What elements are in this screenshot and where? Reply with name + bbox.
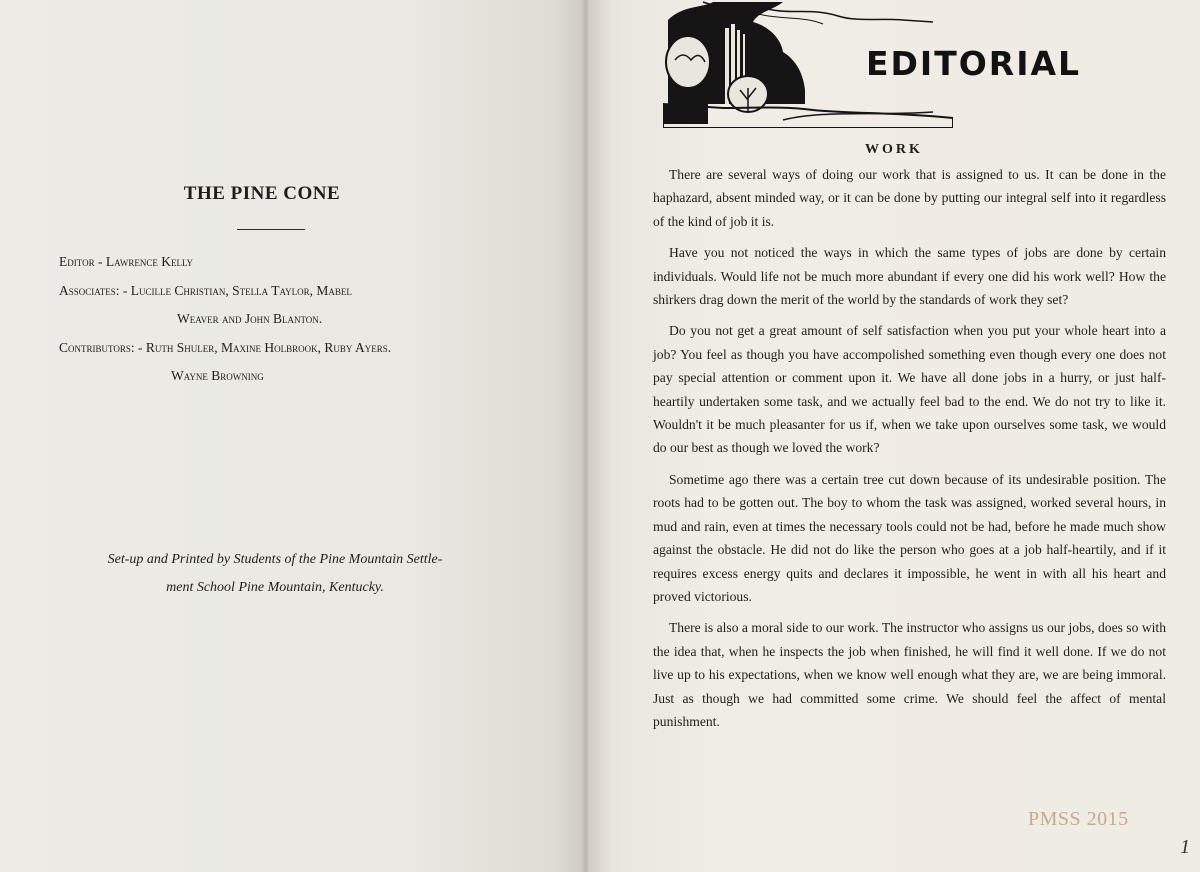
staff-credits: [59, 248, 529, 391]
editorial-heading: EDITORIAL: [866, 44, 1082, 83]
title-rule: [237, 229, 305, 230]
archive-stamp: PMSS 2015: [1028, 808, 1129, 830]
imprint-line-1: Set-up and Printed by Students of the Pine Mountain Settle-: [107, 552, 443, 567]
imprint-line-2: ment School Pine Mountain, Kentucky.: [166, 580, 384, 595]
right-page: [588, 0, 1200, 872]
printer-imprint: [60, 546, 490, 602]
paragraph: There are several ways of doing our work that is assigned to us. It can be done in the haphazard, absent minded way, or it can be done by putting our integral self into it regardless of the kind of job it is.: [653, 167, 1166, 229]
page-number: 1: [1180, 836, 1190, 858]
article-title: WORK: [865, 142, 923, 157]
article-body: [653, 163, 1166, 741]
paragraph: Have you not noticed the ways in which the same types of jobs are done by certain individuals. Would life not be much more abundant if every one did his work well? How the shirkers drag down the merit of the world by the standards of work they set?: [653, 245, 1166, 308]
contributors-credit-line-2: Wayne Browning: [171, 368, 264, 383]
paragraph: There is also a moral side to our work. The instructor who assigns us our jobs, does so with the idea that, when he inspects the job when finished, he will find it well done. If we do not live up to his expectations, when we know well enough what they are, we are being immoral. Just as though we had committed some crime. We should feel the affect of mental punishment.: [653, 620, 1166, 729]
paragraph: Sometime ago there was a certain tree cut down because of its undesirable position. The roots had to be gotten out. The boy to whom the task was assigned, worked several hours, in mud and rain, even at times the necessary tools could not be had, before he made much show against the obstacle. He did not do like the person who goes at a job half-heartily, and if it requires excess energy quits and declares it impossible, he went in with all his heart and proved victorious.: [653, 471, 1166, 604]
paragraph: Do you not get a great amount of self satisfaction when you put your whole heart into a job? You feel as though you have accompolished something even though every one does not pay special attention or comment upon it. We have all done jobs in a hurry, or just half-heartily undertaken some task, and we actually feel bad to the end. We do not try to like it. Wouldn't it be much pleasanter for us if, when we take upon ourselves some task, we would do our best as though we loved the work?: [653, 323, 1166, 456]
contributors-credit-line-1: Contributors: - Ruth Shuler, Maxine Holbrook, Ruby Ayers.: [59, 339, 392, 355]
editor-credit: Editor - Lawrence Kelly: [59, 254, 194, 269]
left-page: [0, 0, 584, 872]
associates-credit-line-1: Associates: - Lucille Christian, Stella Taylor, Mabel: [59, 282, 352, 298]
associates-credit-line-2: Weaver and John Blanton.: [177, 311, 323, 326]
magazine-title: THE PINE CONE: [183, 183, 341, 204]
